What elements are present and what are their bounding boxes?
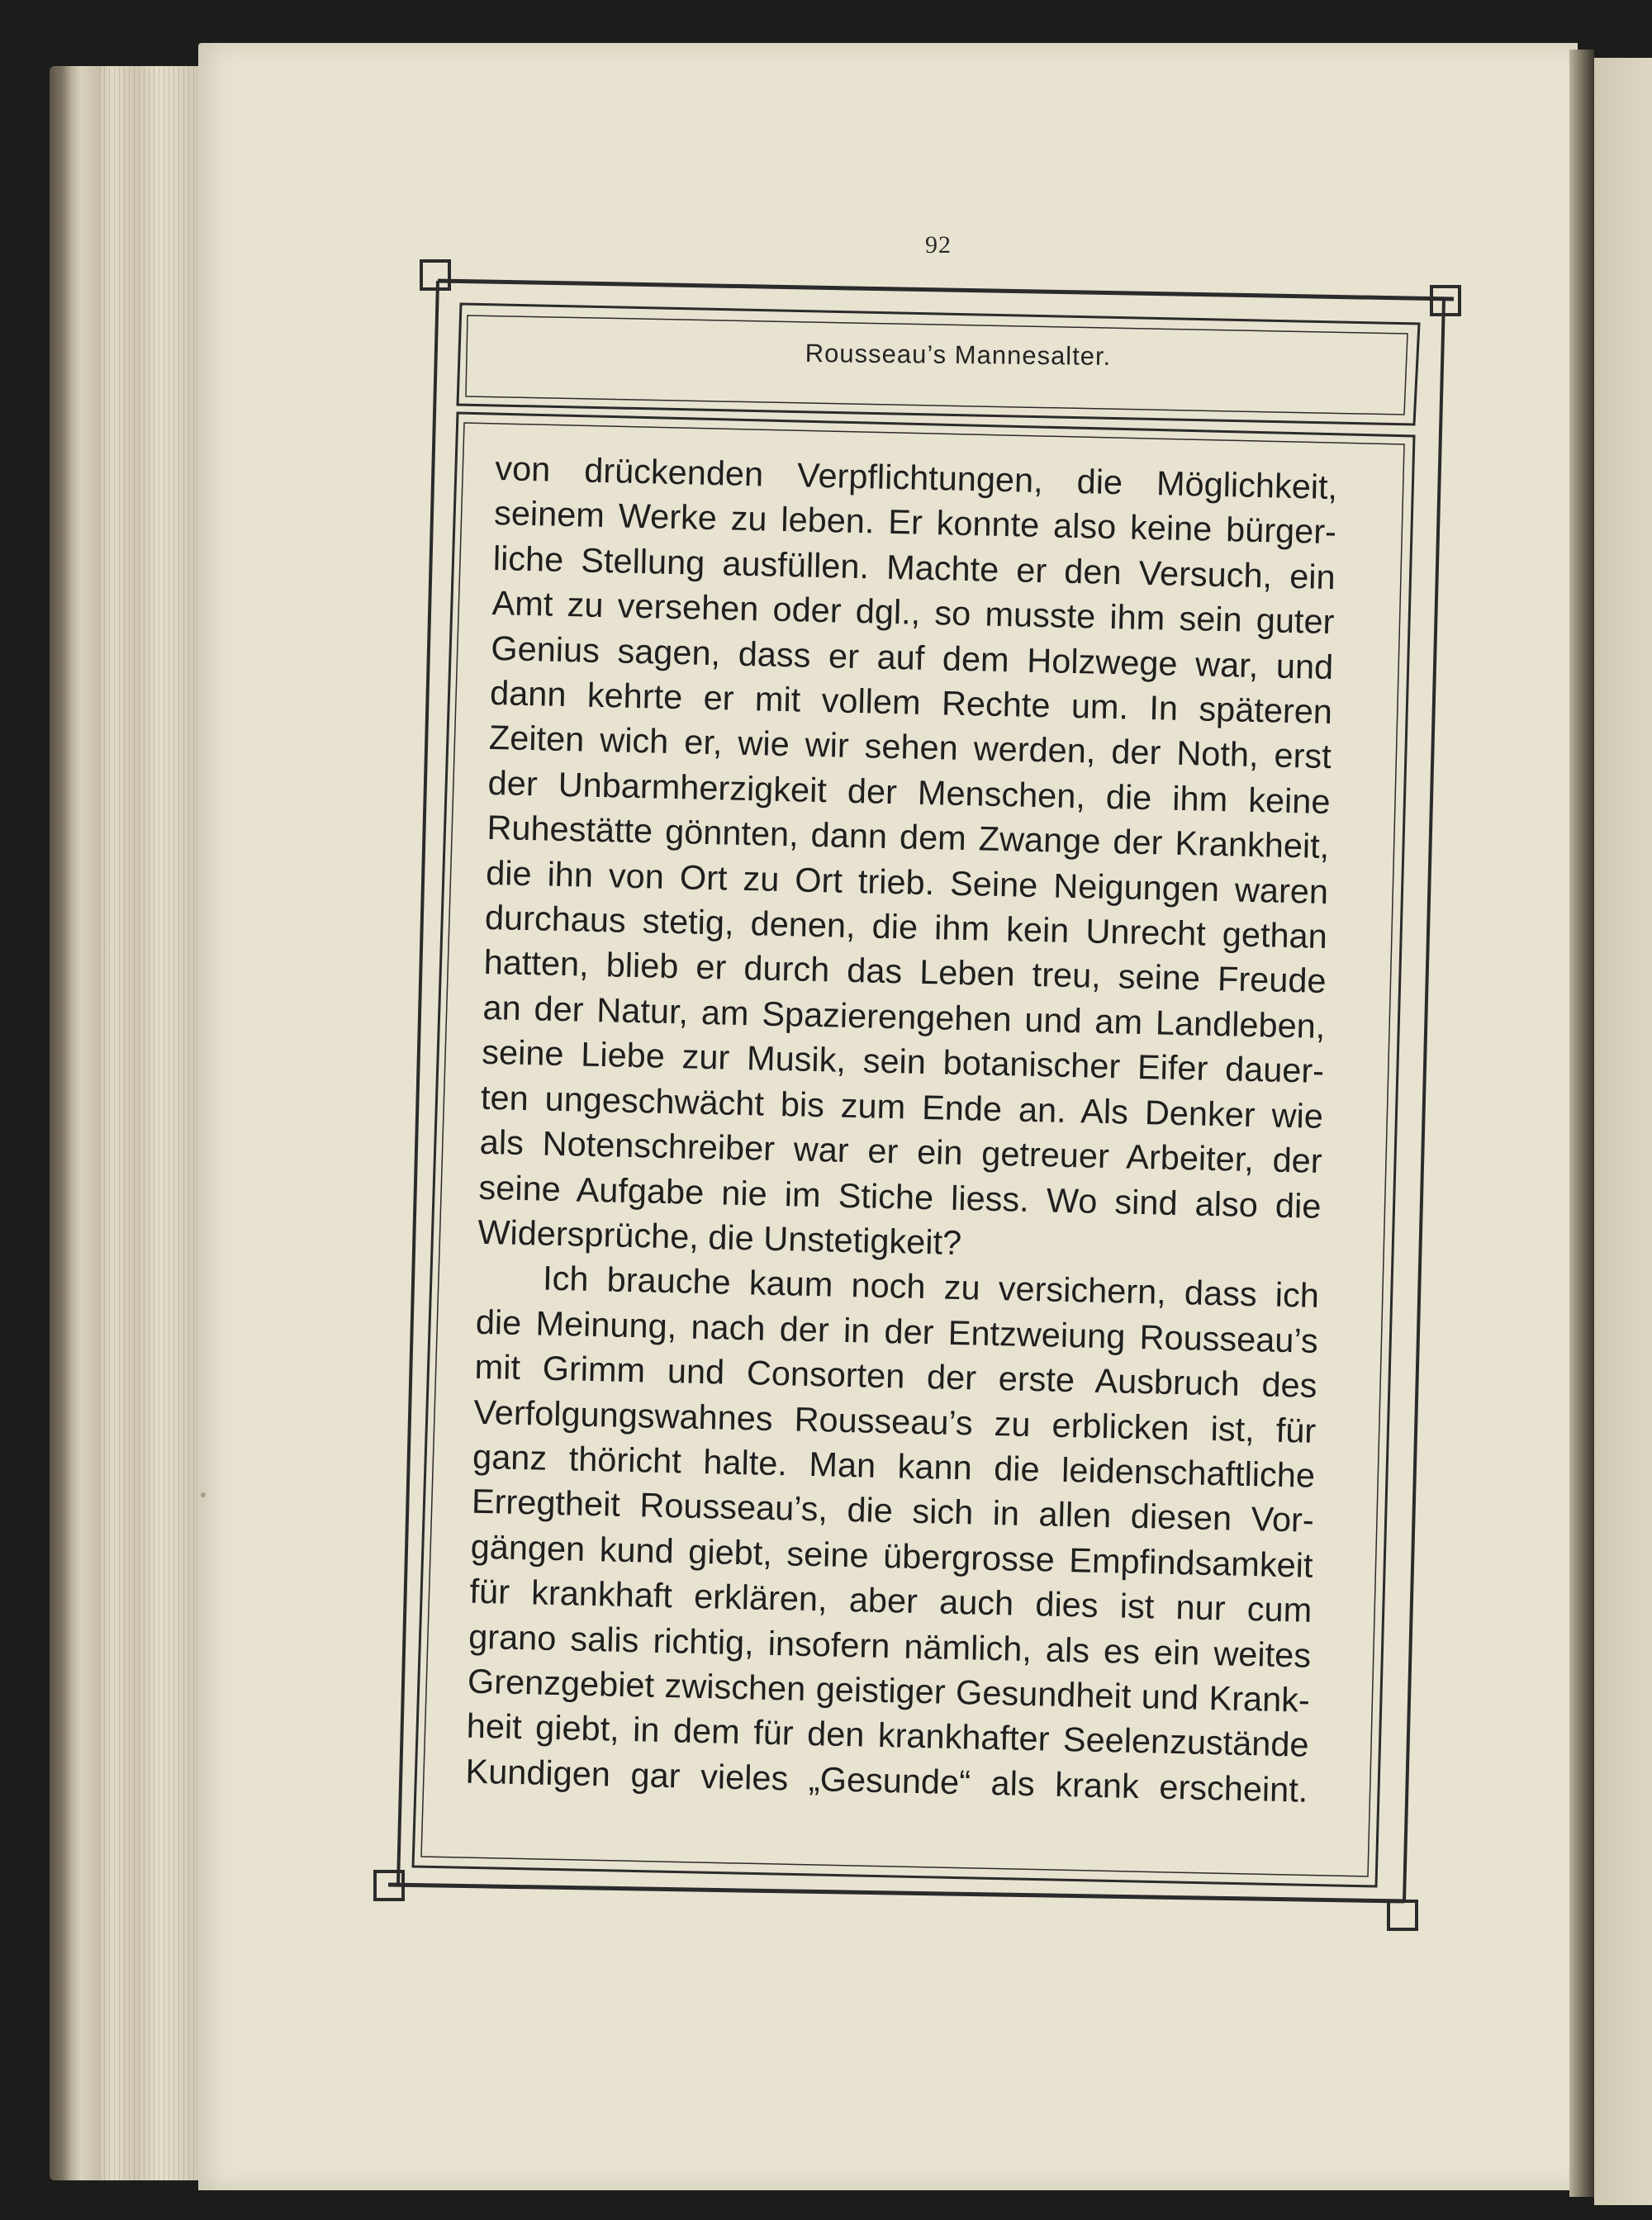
text-line: als Notenschreiber war er ein getreuer Arbeiter, der [479,1122,1323,1181]
text-line: durchaus stetig, denen, die ihm kein Unrecht gethan [484,897,1328,956]
outer-frame-top [438,281,1454,299]
text-line: der Unbarmherzigkeit der Menschen, die ihm keine [487,762,1332,821]
outer-frame-bottom [388,1885,1404,1901]
text-line: Ruhestätte gönnten, dann dem Zwange der Krankheit, [486,808,1330,866]
corner-square-top-left [421,261,449,289]
text-line: Grenzgebiet zwischen geistiger Gesundheit und Krank- [467,1661,1311,1720]
text-line: gängen kund giebt, seine übergrosse Empfindsamkeit [470,1526,1314,1585]
text-line-paragraph-start: Ich brauche kaum noch zu versichern, dass ich [542,1258,1320,1316]
text-line: grano salis richtig, insofern nämlich, als es ein weites [468,1616,1312,1675]
text-line: seinem Werke zu leben. Er konnte also keine bürger- [493,493,1337,552]
running-head: Rousseau’s Mannesalter. [805,339,1112,371]
body-text [465,446,1338,1813]
outer-frame-left [398,281,438,1885]
outer-frame-right [1404,299,1444,1901]
text-line: die ihn von Ort zu Ort trieb. Seine Neigungen waren [485,852,1329,911]
text-line: Verfolgungswahnes Rousseau’s zu erblicken ist, für [472,1392,1317,1450]
text-line: mit Grimm und Consorten der erste Ausbruch des [474,1346,1317,1405]
text-line: Amt zu versehen oder dgl., so musste ihm sein guter [491,583,1335,642]
text-line: ganz thöricht halte. Man kann die leidenschaftliche [472,1436,1316,1495]
text-line: Zeiten wich er, wie wir sehen werden, der Noth, erst [488,718,1332,776]
text-line: Erregtheit Rousseau’s, die sich in allen diesen Vor- [471,1482,1315,1540]
text-line: dann kehrte er mit vollem Rechte um. In späteren [489,672,1333,732]
text-line: Widersprüche, die Unstetigkeit? [477,1212,962,1262]
text-line: seine Liebe zur Musik, sein botanischer Eifer dauer- [481,1032,1325,1091]
text-line: heit giebt, in dem für den krankhafter Seelenzustände [466,1705,1310,1765]
text-line: seine Aufgabe nie im Stiche liess. Wo sind also die [478,1167,1322,1226]
page-number: 92 [925,231,952,259]
text-line: von drückenden Verpflichtungen, die Möglichkeit, [494,448,1338,507]
text-line: Genius sagen, dass er auf dem Holzwege war, und [490,628,1334,686]
text-line: liche Stellung ausfüllen. Machte er den Versuch, ein [492,538,1336,596]
text-line: an der Natur, am Spazierengehen und am Landleben, [482,987,1326,1046]
text-line: Kundigen gar vieles „Gesunde“ als krank erscheint. [465,1751,1308,1810]
text-line: hatten, blieb er durch das Leben treu, seine Freude [483,942,1327,1001]
text-line: die Meinung, nach der in der Entzweiung Rousseau’s [475,1302,1319,1360]
text-line: ten ungeschwächt bis zum Ende an. Als Denker wie [480,1077,1324,1136]
paper-speck [201,1492,206,1497]
corner-square-bottom-right [1389,1901,1417,1929]
text-line: für krankhaft erklären, aber auch dies ist nur cum [469,1571,1313,1629]
